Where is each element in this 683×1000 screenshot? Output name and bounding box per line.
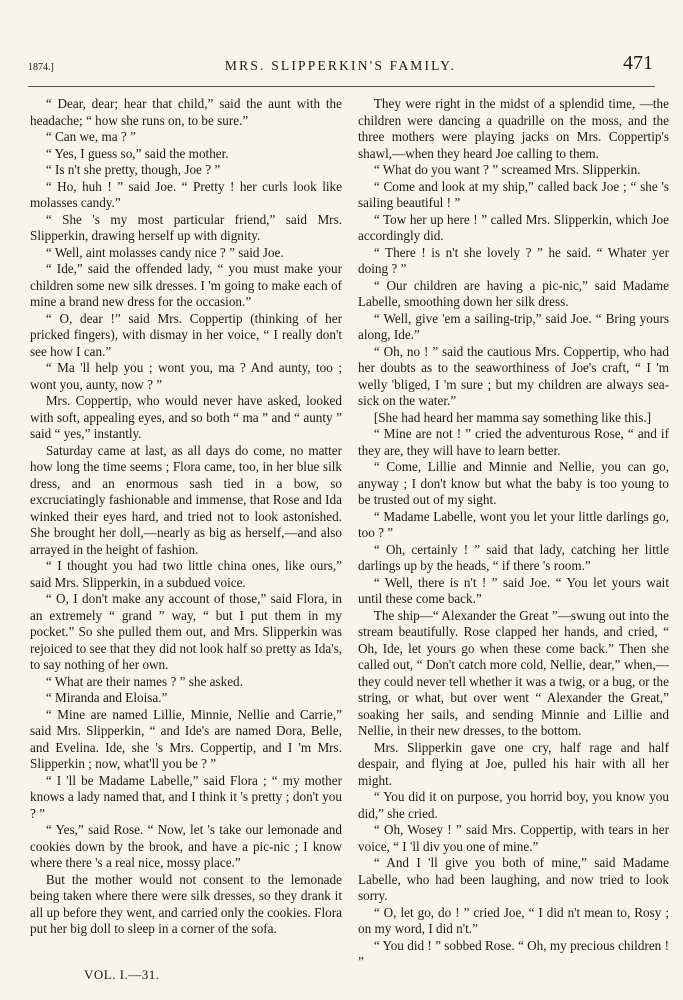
header-rule	[28, 86, 655, 87]
paragraph: “ What do you want ? ” screamed Mrs. Slipperkin.	[373, 162, 641, 177]
paragraph: “ I 'll be Madame Labelle,” said Flora ; “ my mother knows a lady named that, and I think it 's pretty ; don't you ? ”	[30, 772, 342, 821]
paragraph: “ Well, there is n't ! ” said Joe. “ You let yours wait until these come back.”	[358, 574, 669, 606]
paragraph: “ Miranda and Eloisa.”	[45, 690, 168, 705]
paragraph: The ship—“ Alexander the Great ”—swung out into the stream beautifully. Rose clapped her hands, and cried, “ Oh, Ide, let yours go when these come back.” Then she called out, “ Don't catch more cold, Nellie, dear,” when,—they could never tell whether it was a twig, or a bug, or the string, or what, but over went “ Alexander the Great,” soaking her sails, and sending Minnie and Lillie and Nellie, in their new dresses, to the bottom.	[358, 607, 669, 738]
paragraph: “ Ide,” said the offended lady, “ you must make your children some new silk dresses. I 'm going to make each of mine a brand new dress for the occasion.”	[30, 261, 342, 309]
paragraph: “ Our children are having a pic-nic,” said Madame Labelle, smoothing down her silk dress.	[358, 277, 669, 309]
paragraph: “ Oh, Wosey ! ” said Mrs. Coppertip, with tears in her voice, “ I 'll div you one of mine.”	[358, 822, 669, 854]
running-header	[28, 52, 653, 82]
paragraph: “ O, let go, do ! ” cried Joe, “ I did n't mean to, Rosy ; on my word, I did n't.”	[358, 904, 669, 936]
paragraph: Mrs. Coppertip, who would never have asked, looked with soft, appealing eyes, and so both “ ma ” and “ aunty ” said “ yes,” instantly.	[30, 393, 342, 441]
paragraph: “ What are their names ? ” she asked.	[45, 673, 243, 689]
paragraph: Saturday came at last, as all days do come, no matter how long the time seems ; Flora came, too, in her blue silk dress, and an enormous sash tied in a bow, so excruciatingly fashionable and immense, that Rose and Ida winked their eyes hard, and tried not to look astonished. She brought her doll,—nearly as big as herself,—and also arrayed in the height of fashion.	[30, 442, 342, 557]
paragraph: “ Ma 'll help you ; wont you, ma ? And aunty, too ; wont you, aunty, now ? ”	[30, 360, 342, 392]
paragraph: “ Is n't she pretty, though, Joe ? ”	[45, 162, 221, 177]
paragraph: “ You did it on purpose, you horrid boy, you know you did,” she cried.	[358, 789, 669, 821]
paragraph: “ Oh, no ! ” said the cautious Mrs. Coppertip, who had her doubts as to the seaworthiness of Joe's craft, “ I 'm welly 'bliged, I 'm sure ; but my children are always sea-sick on the water.”	[358, 343, 669, 408]
page-number: 471	[623, 52, 653, 74]
paragraph: “ Well, give 'em a sailing-trip,” said Joe. “ Bring yours along, Ide.”	[358, 310, 669, 342]
header-year: 1874.]	[28, 62, 54, 73]
paragraph: “ There ! is n't she lovely ? ” he said. “ Whater yer doing ? ”	[358, 244, 669, 276]
paragraph: “ Oh, certainly ! ” said that lady, catching her little darlings up by the heads, “ if there 's room.”	[358, 541, 669, 573]
paragraph: “ Tow her up here ! ” called Mrs. Slipperkin, which Joe accordingly did.	[358, 211, 669, 243]
paragraph: “ Mine are not ! ” cried the adventurous Rose, “ and if they are, they will have to learn better.	[358, 426, 669, 458]
paragraph: “ She 's my most particular friend,” said Mrs. Slipperkin, drawing herself up with dignity.	[30, 211, 342, 243]
paragraph: “ Well, aint molasses candy nice ? ” said Joe.	[45, 244, 284, 260]
paragraph: Mrs. Slipperkin gave one cry, half rage and half despair, and flying at Joe, pulled his hair with all her might.	[358, 739, 669, 788]
paragraph: “ O, dear !” said Mrs. Coppertip (thinking of her pricked fingers), with dismay in her voice, “ I really don't see how I can.”	[30, 310, 342, 359]
signature-mark: VOL. I.—31.	[84, 967, 160, 982]
left-column	[30, 96, 342, 938]
paragraph: “ O, I don't make any account of those,” said Flora, in an extremely “ grand ” way, “ but I put them in my pocket.” So she pulled them out, and Mrs. Slipperkin was rejoiced to see that they did not look half so pretty as Ida's, to say nothing of her own.	[30, 591, 342, 672]
paragraph: They were right in the midst of a splendid time, —the children were dancing a quadrille on the moss, and the three mothers were playing jacks on Mrs. Coppertip's shawl,—when they heard Joe calling to them.	[358, 96, 669, 161]
paragraph: [She had heard her mamma say something like this.]	[373, 409, 652, 425]
paragraph: “ You did ! ” sobbed Rose. “ Oh, my precious children ! ”	[358, 937, 669, 969]
paragraph: “ Come, Lillie and Minnie and Nellie, you can go, anyway ; I don't know but what the baby is too young to be trusted out of my sight.	[358, 459, 669, 507]
right-column	[358, 96, 669, 971]
paragraph: “ Come and look at my ship,” called back Joe ; “ she 's sailing beautiful ! ”	[358, 178, 669, 210]
paragraph: “ Ho, huh ! ” said Joe. “ Pretty ! her curls look like molasses candy.”	[30, 178, 342, 210]
paragraph: “ Can we, ma ? ”	[45, 129, 136, 144]
paragraph: “ Dear, dear; hear that child,” said the aunt with the headache; “ how she runs on, to be sure.”	[30, 96, 342, 128]
paragraph: “ And I 'll give you both of mine,” said Madame Labelle, who had been laughing, and now tried to look sorry.	[358, 855, 669, 903]
paragraph: But the mother would not consent to the lemonade being taken where there were silk dresses, so they drank it all up before they went, and carried only the cookies. Flora put her big doll to sleep in a corner of the sofa.	[30, 871, 342, 936]
paragraph: “ I thought you had two little china ones, like ours,” said Mrs. Slipperkin, in a subdued voice.	[30, 558, 342, 590]
header-title: MRS. SLIPPERKIN'S FAMILY.	[224, 58, 457, 73]
paragraph: “ Yes,” said Rose. “ Now, let 's take our lemonade and cookies down by the brook, and have a pic-nic ; I know where there 's a real nice, mossy place.”	[30, 822, 342, 870]
paragraph: “ Yes, I guess so,” said the mother.	[45, 145, 229, 161]
paragraph: “ Madame Labelle, wont you let your little darlings go, too ? ”	[358, 508, 669, 540]
paragraph: “ Mine are named Lillie, Minnie, Nellie and Carrie,” said Mrs. Slipperkin, “ and Ide's are named Dora, Belle, and Evelina. Ide, she 's Mrs. Coppertip, and I 'm Mrs. Slipperkin ; now, what'll you be ? ”	[30, 706, 342, 771]
